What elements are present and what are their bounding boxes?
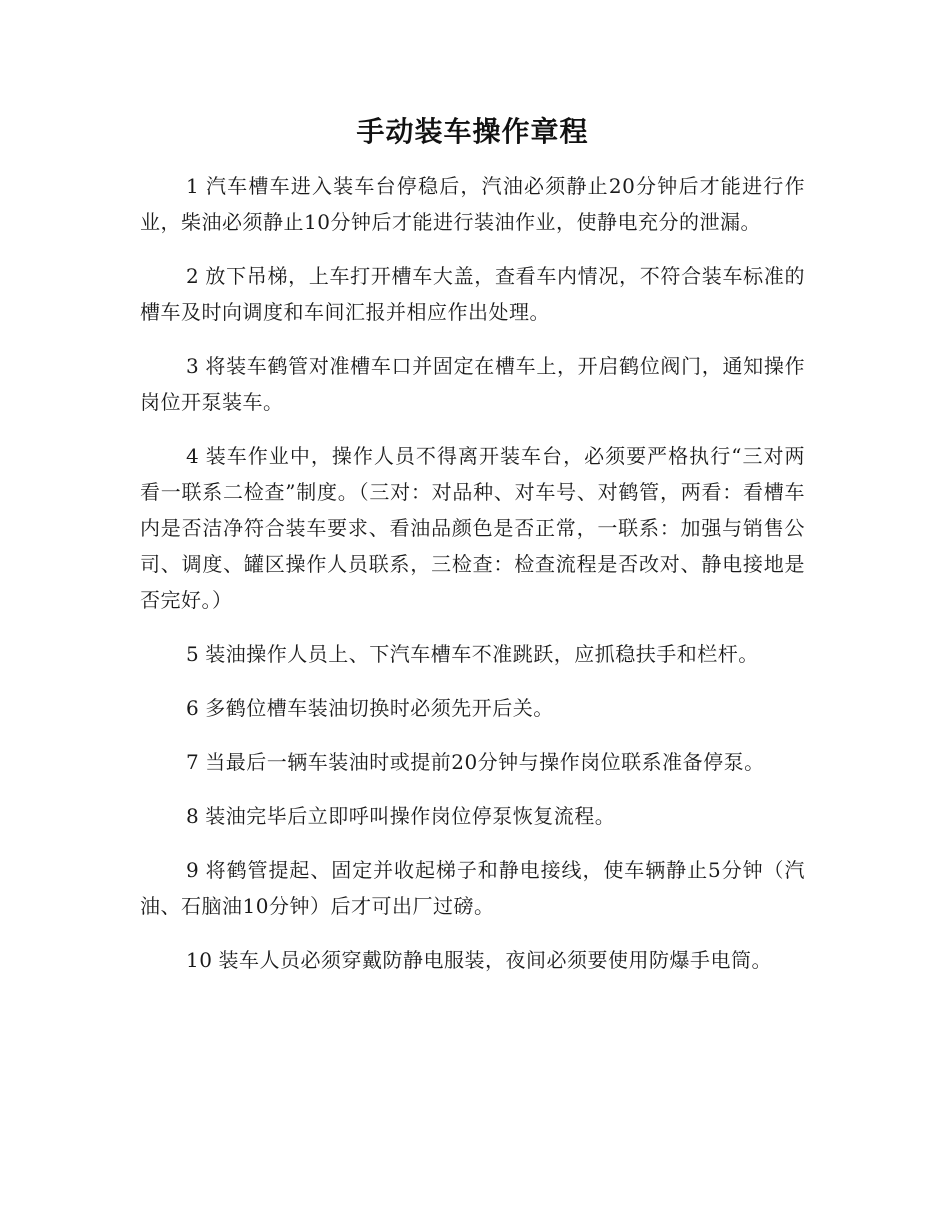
- clause-6: [140, 690, 805, 726]
- clause-text: 多鹤位槽车装油切换时必须先开后关。: [205, 696, 554, 720]
- clause-text: 装车人员必须穿戴防静电服装，夜间必须要使用防爆手电筒。: [218, 948, 772, 972]
- clause-number: 6: [186, 696, 200, 720]
- clause-number: 2: [186, 264, 200, 288]
- clause-9: [140, 852, 805, 924]
- clause-text: 将装车鹤管对准槽车口并固定在槽车上，开启鹤位阀门，通知操作岗位开泵装车。: [140, 354, 805, 414]
- clause-number: 10: [186, 948, 213, 972]
- clause-number: 3: [186, 354, 200, 378]
- clause-text: 当最后一辆车装油时或提前20分钟与操作岗位联系准备停泵。: [205, 750, 765, 774]
- clause-number: 4: [186, 444, 200, 468]
- clause-text: 装车作业中，操作人员不得离开装车台，必须要严格执行“三对两看一联系二检查”制度。（三对：对品种、对车号、对鹤管，两看：看槽车内是否洁净符合装车要求、看油品颜色是否正常，一联系：加强与销售公司、调度、罐区操作人员联系，三检查：检查流程是否改对、静电接地是否完好。）: [140, 444, 805, 612]
- clause-5: [140, 636, 805, 672]
- clause-10: [140, 942, 805, 978]
- clause-text: 汽车槽车进入装车台停稳后，汽油必须静止20分钟后才能进行作业，柴油必须静止10分钟后才能进行装油作业，使静电充分的泄漏。: [140, 174, 805, 234]
- clause-number: 9: [186, 858, 200, 882]
- document-page: [140, 110, 805, 996]
- clause-7: [140, 744, 805, 780]
- clause-3: [140, 348, 805, 420]
- clause-number: 1: [186, 174, 200, 198]
- clause-number: 8: [186, 804, 200, 828]
- clause-text: 装油完毕后立即呼叫操作岗位停泵恢复流程。: [205, 804, 616, 828]
- clause-2: [140, 258, 805, 330]
- clause-number: 7: [186, 750, 200, 774]
- clause-text: 放下吊梯，上车打开槽车大盖，查看车内情况，不符合装车标准的槽车及时向调度和车间汇报并相应作出处理。: [140, 264, 805, 324]
- clause-text: 将鹤管提起、固定并收起梯子和静电接线，使车辆静止5分钟（汽油、石脑油10分钟）后才可出厂过磅。: [140, 858, 805, 918]
- document-title: 手动装车操作章程: [356, 115, 589, 148]
- clause-1: [140, 168, 805, 240]
- clause-4: [140, 438, 805, 618]
- clause-text: 装油操作人员上、下汽车槽车不准跳跃，应抓稳扶手和栏杆。: [205, 642, 759, 666]
- clause-8: [140, 798, 805, 834]
- clause-number: 5: [186, 642, 200, 666]
